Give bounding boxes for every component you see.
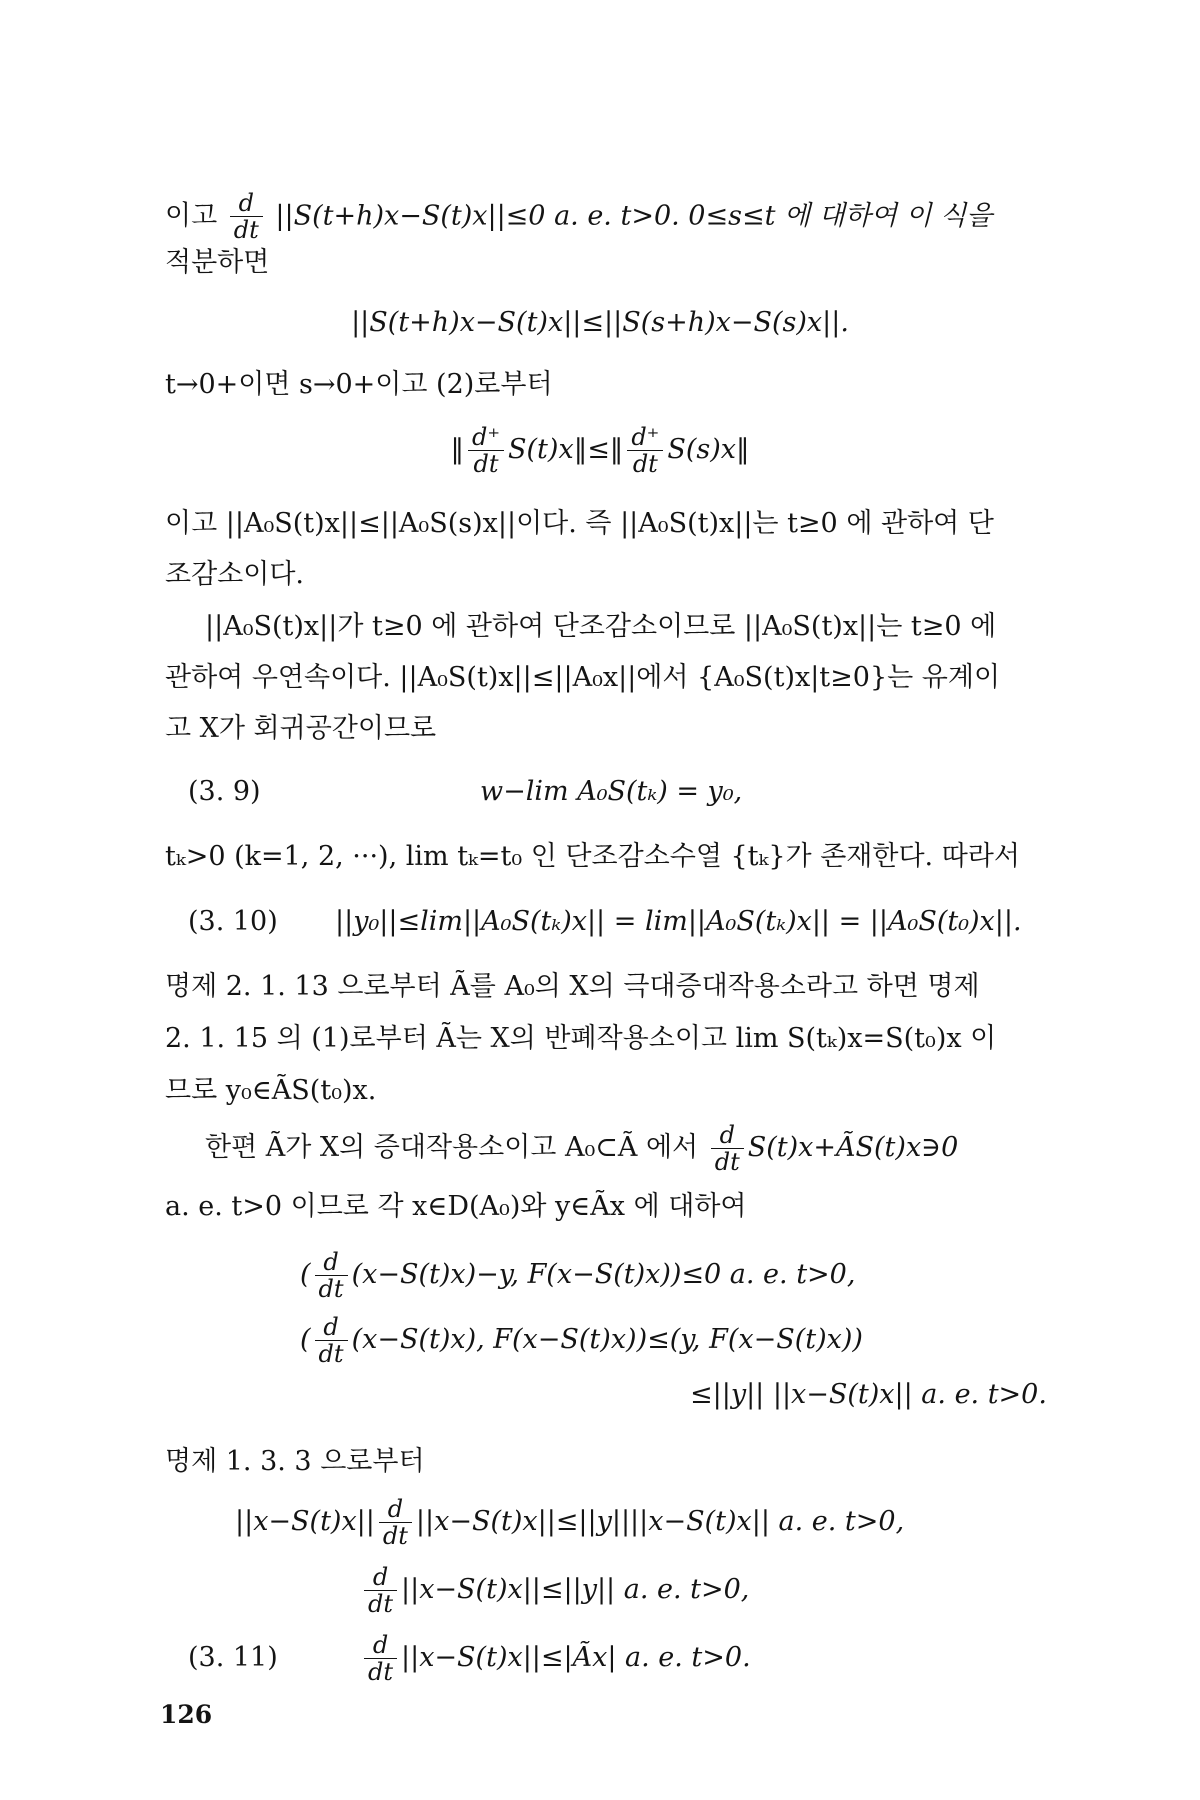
display-inequality: ( $\frac{d}{dt}$ (x−S(t)x), F(x−S(t)x))≤(y, F(x−S(t)x)) bbox=[300, 1312, 863, 1368]
display-inequality: ≤||y|| ||x−S(t)x|| a. e. t>0. bbox=[690, 1379, 1047, 1410]
text-line: 므로 y₀∈ÃS(t₀)x. bbox=[165, 1075, 377, 1106]
text-line bbox=[165, 190, 1200, 244]
text-line: 한편 Ã가 X의 증대작용소이고 A₀⊂Ã 에서 $\frac{d}{dt}$ S(t)x+ÃS(t)x∋0 bbox=[205, 1120, 959, 1176]
text-line: 2. 1. 15 의 (1)로부터 Ã는 X의 반폐작용소이고 lim S(tₖ)x=S(t₀)x 이 bbox=[165, 1023, 997, 1054]
equation-number: (3. 11) bbox=[188, 1642, 278, 1673]
text-line: 고 X가 회귀공간이므로 bbox=[165, 713, 437, 744]
text-line: 조감소이다. bbox=[165, 559, 304, 590]
right-derivative-fraction: $\frac{d^+}{dt}$ bbox=[468, 424, 504, 478]
derivative-fraction: $\frac{d}{dt}$ bbox=[315, 1249, 348, 1303]
display-equation: ‖ $\frac{d^+}{dt}$ S(t)x‖≤‖ $\frac{d^+}{dt}$ S(s)x‖ bbox=[450, 422, 750, 478]
book-page: 이고 $\frac{d}{dt}$ ||S(t+h)x−S(t)x||≤0 a. e. t>0. 0≤s≤t 에 대하여 이 식을 적분하면 ||S(t+h)x−S(t)x||≤||S(s+h)x−S(s)x||. t→0+이면 s→0+이고 (2)로부터 ‖ $\frac{d^+}{dt}$ S(t)x‖≤‖ $\frac{d^+}{dt}$ S(s)x‖ 이고 ||A₀S(t)x||≤||A₀S(s)x||이다. 즉 ||A₀S(t)x||는 t≥0 에 관하여 단 조감소이다. ||A₀S(t)x||가 t≥0 에 관하여 단조감소이므로 ||A₀S(t)x||는 t≥0 에 관하여 우연속이다. ||A₀S(t)x||≤||A₀x||에서 {A₀S(t)x|t≥0}는 유계이 고 X가 회귀공간이므로 (3. 9) w−lim A₀S(tₖ) = y₀, tₖ>0 (k=1, 2, ···), lim tₖ=t₀ 인 단조감소수열 {tₖ}가 존재한다. 따라서 (3. 10) ||y₀||≤lim||A₀S(tₖ)x|| = lim||A₀S(tₖ)x|| = ||A₀S(t₀)x||. 명제 2. 1. 13 으로부터 Ã를 A₀의 X의 극대증대작용소라고 하면 명제 2. 1. 15 의 (1)로부터 Ã는 X의 반폐작용소이고 lim S(tₖ)x=S(t₀)x 이 므로 y₀∈ÃS(t₀)x. 한편 Ã가 X의 증대작용소이고 A₀⊂Ã 에서 $\frac{d}{dt}$ S(t)x+ÃS(t)x∋0 a. e. t>0 이므로 각 x∈D(A₀)와 y∈Ãx 에 대하여 ( $\frac{d}{dt}$ (x−S(t)x)−y, F(x−S(t)x))≤0 a. e. t>0, ( $\frac{d}{dt}$ (x−S(t)x), F(x−S(t)x))≤(y, F(x−S(t)x)) ≤||y|| ||x−S(t)x|| a. e. t>0. 명제 1. 3. 3 으로부터 ||x−S(t)x|| $\frac{d}{dt}$ ||x−S(t)x||≤||y||||x−S(t)x|| a. e. t>0, $\frac{d}{dt}$ ||x−S(t)x||≤||y|| a. e. t>0, (3. 11) $\frac{d}{dt}$ ||x−S(t)x||≤|Ãx| a. e. t>0. 126 bbox=[0, 0, 1200, 1800]
derivative-fraction: $\frac{d}{dt}$ bbox=[364, 1564, 397, 1618]
derivative-fraction: $\frac{d}{dt}$ bbox=[711, 1122, 744, 1176]
derivative-fraction: $\frac{d}{dt}$ bbox=[230, 190, 263, 244]
korean-text: 이고 bbox=[165, 200, 218, 232]
equation-number: (3. 10) bbox=[188, 906, 278, 937]
text-line: t→0+이면 s→0+이고 (2)로부터 bbox=[165, 369, 553, 400]
page-number: 126 bbox=[160, 1700, 213, 1729]
derivative-fraction: $\frac{d}{dt}$ bbox=[379, 1496, 412, 1550]
text-line: a. e. t>0 이므로 각 x∈D(A₀)와 y∈Ãx 에 대하여 bbox=[165, 1191, 747, 1222]
text-line: 관하여 우연속이다. ||A₀S(t)x||≤||A₀x||에서 {A₀S(t)x|t≥0}는 유계이 bbox=[165, 662, 1001, 693]
text-line: 적분하면 bbox=[165, 247, 270, 278]
text-line: tₖ>0 (k=1, 2, ···), lim tₖ=t₀ 인 단조감소수열 {tₖ}가 존재한다. 따라서 bbox=[165, 841, 1020, 872]
derivative-fraction: $\frac{d}{dt}$ bbox=[364, 1632, 397, 1686]
math-text: ||S(t+h)x−S(t)x||≤0 a. e. t>0. 0≤s≤t 에 대하여 이 식을 bbox=[275, 200, 993, 232]
numbered-equation: (3. 11) $\frac{d}{dt}$ ||x−S(t)x||≤|Ãx| a. e. t>0. bbox=[0, 1628, 1200, 1688]
display-inequality: ( $\frac{d}{dt}$ (x−S(t)x)−y, F(x−S(t)x))≤0 a. e. t>0, bbox=[300, 1247, 856, 1303]
display-equation: ||S(t+h)x−S(t)x||≤||S(s+h)x−S(s)x||. bbox=[351, 307, 849, 338]
text-line: ||A₀S(t)x||가 t≥0 에 관하여 단조감소이므로 ||A₀S(t)x||는 t≥0 에 bbox=[205, 611, 997, 642]
display-inequality: $\frac{d}{dt}$ ||x−S(t)x||≤||y|| a. e. t>0, bbox=[360, 1560, 1200, 1620]
derivative-fraction: $\frac{d}{dt}$ bbox=[315, 1314, 348, 1368]
text-line: 명제 1. 3. 3 으로부터 bbox=[165, 1446, 425, 1477]
display-inequality: ||x−S(t)x|| $\frac{d}{dt}$ ||x−S(t)x||≤||y||||x−S(t)x|| a. e. t>0, bbox=[235, 1494, 905, 1550]
equation-number: (3. 9) bbox=[188, 776, 261, 807]
right-derivative-fraction: $\frac{d^+}{dt}$ bbox=[627, 424, 663, 478]
text-line: 명제 2. 1. 13 으로부터 Ã를 A₀의 X의 극대증대작용소라고 하면 명제 bbox=[165, 971, 980, 1002]
text-line: 이고 ||A₀S(t)x||≤||A₀S(s)x||이다. 즉 ||A₀S(t)x||는 t≥0 에 관하여 단 bbox=[165, 508, 994, 539]
